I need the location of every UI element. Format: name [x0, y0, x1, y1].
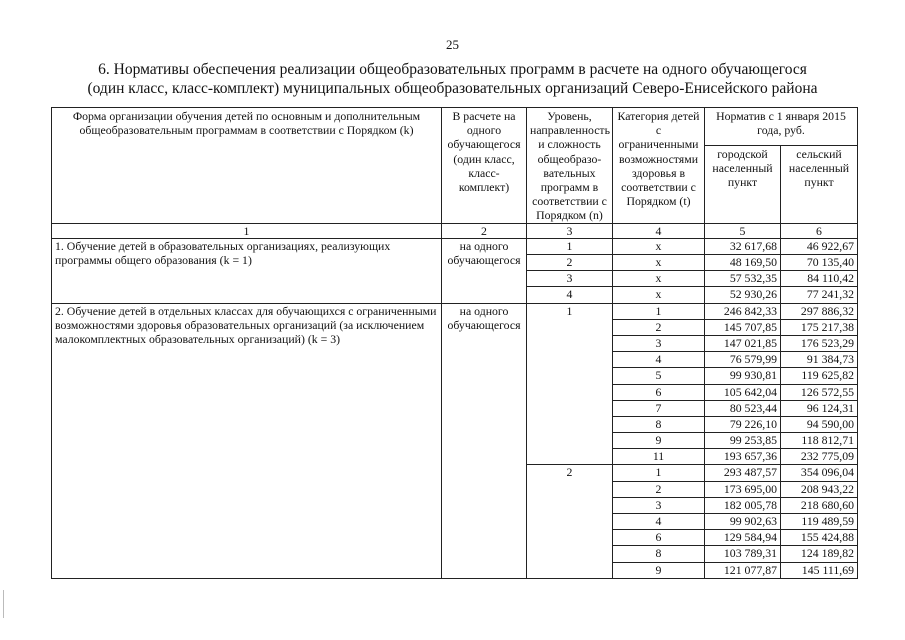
category-cell: 8 [613, 546, 705, 562]
rural-value-cell: 354 096,04 [781, 465, 858, 481]
category-cell: 2 [613, 319, 705, 335]
column-number-row [52, 223, 858, 238]
header-rural: сельский населенный пункт [781, 145, 858, 223]
basis-cell: на одного обучающегося [442, 238, 527, 303]
rural-value-cell: 297 886,32 [781, 303, 858, 319]
category-cell: 3 [613, 497, 705, 513]
col-number: 6 [781, 223, 858, 238]
col-number: 3 [527, 223, 613, 238]
level-cell: 1 [527, 303, 613, 465]
col-number: 5 [705, 223, 781, 238]
table-row [52, 238, 858, 254]
rural-value-cell: 155 424,88 [781, 530, 858, 546]
urban-value-cell: 105 642,04 [705, 384, 781, 400]
urban-value-cell: 76 579,99 [705, 352, 781, 368]
header-basis: В расчете на одного обучающегося (один класс, класс-комплект) [442, 108, 527, 224]
level-cell: 4 [527, 287, 613, 303]
urban-value-cell: 79 226,10 [705, 416, 781, 432]
page-number: 25 [446, 37, 459, 52]
category-cell: 5 [613, 368, 705, 384]
category-cell: x [613, 255, 705, 271]
form-cell: 1. Обучение детей в образовательных организациях, реализующих программы общего образования (k = 1) [52, 238, 442, 303]
category-cell: 8 [613, 416, 705, 432]
urban-value-cell: 99 902,63 [705, 514, 781, 530]
urban-value-cell: 103 789,31 [705, 546, 781, 562]
rural-value-cell: 175 217,38 [781, 319, 858, 335]
rural-value-cell: 232 775,09 [781, 449, 858, 465]
urban-value-cell: 129 584,94 [705, 530, 781, 546]
urban-value-cell: 193 657,36 [705, 449, 781, 465]
category-cell: 4 [613, 514, 705, 530]
urban-value-cell: 173 695,00 [705, 481, 781, 497]
urban-value-cell: 246 842,33 [705, 303, 781, 319]
category-cell: 11 [613, 449, 705, 465]
title-line-2: (один класс, класс-комплект) муниципальных общеобразовательных организаций Северо-Енисейского района [87, 80, 818, 97]
category-cell: 9 [613, 562, 705, 578]
level-cell: 1 [527, 238, 613, 254]
col-number: 2 [442, 223, 527, 238]
urban-value-cell: 32 617,68 [705, 238, 781, 254]
header-row [52, 108, 858, 146]
table-row [52, 303, 858, 319]
category-cell: x [613, 238, 705, 254]
urban-value-cell: 99 253,85 [705, 433, 781, 449]
urban-value-cell: 57 532,35 [705, 271, 781, 287]
header-level: Уровень, направленность и сложность общеобразо-вательных программ в соответствии с Порядком (n) [527, 108, 613, 224]
header-urban: городской населенный пункт [705, 145, 781, 223]
rural-value-cell: 218 680,60 [781, 497, 858, 513]
rural-value-cell: 91 384,73 [781, 352, 858, 368]
category-cell: 7 [613, 400, 705, 416]
urban-value-cell: 182 005,78 [705, 497, 781, 513]
form-cell: 2. Обучение детей в отдельных классах для обучающихся с ограниченными возможностями здоровья образовательных организаций (за исключением малокомплектных образовательных организаций) (k = 3) [52, 303, 442, 578]
category-cell: x [613, 271, 705, 287]
category-cell: 1 [613, 465, 705, 481]
urban-value-cell: 147 021,85 [705, 335, 781, 351]
category-cell: 1 [613, 303, 705, 319]
urban-value-cell: 48 169,50 [705, 255, 781, 271]
category-cell: 3 [613, 335, 705, 351]
document-title [60, 60, 845, 98]
rural-value-cell: 119 489,59 [781, 514, 858, 530]
urban-value-cell: 80 523,44 [705, 400, 781, 416]
category-cell: 4 [613, 352, 705, 368]
rural-value-cell: 176 523,29 [781, 335, 858, 351]
urban-value-cell: 52 930,26 [705, 287, 781, 303]
rural-value-cell: 94 590,00 [781, 416, 858, 432]
basis-cell: на одного обучающегося [442, 303, 527, 578]
rural-value-cell: 46 922,67 [781, 238, 858, 254]
rural-value-cell: 84 110,42 [781, 271, 858, 287]
rural-value-cell: 118 812,71 [781, 433, 858, 449]
rural-value-cell: 96 124,31 [781, 400, 858, 416]
header-normative: Норматив с 1 января 2015 года, руб. [705, 108, 858, 146]
rural-value-cell: 77 241,32 [781, 287, 858, 303]
normative-table [51, 107, 858, 579]
rural-value-cell: 124 189,82 [781, 546, 858, 562]
rural-value-cell: 119 625,82 [781, 368, 858, 384]
rural-value-cell: 70 135,40 [781, 255, 858, 271]
urban-value-cell: 99 930,81 [705, 368, 781, 384]
col-number: 1 [52, 223, 442, 238]
category-cell: x [613, 287, 705, 303]
urban-value-cell: 145 707,85 [705, 319, 781, 335]
level-cell: 2 [527, 255, 613, 271]
rural-value-cell: 208 943,22 [781, 481, 858, 497]
level-cell: 3 [527, 271, 613, 287]
category-cell: 2 [613, 481, 705, 497]
category-cell: 6 [613, 530, 705, 546]
urban-value-cell: 121 077,87 [705, 562, 781, 578]
level-cell: 2 [527, 465, 613, 578]
category-cell: 9 [613, 433, 705, 449]
category-cell: 6 [613, 384, 705, 400]
rural-value-cell: 126 572,55 [781, 384, 858, 400]
header-category: Категория детей с ограниченными возможностями здоровья в соответствии с Порядком (t) [613, 108, 705, 224]
rural-value-cell: 145 111,69 [781, 562, 858, 578]
col-number: 4 [613, 223, 705, 238]
header-form: Форма организации обучения детей по основным и дополнительным общеобразовательным программам в соответствии с Порядком (k) [52, 108, 442, 224]
urban-value-cell: 293 487,57 [705, 465, 781, 481]
scan-edge-mark [3, 590, 4, 618]
title-line-1: 6. Нормативы обеспечения реализации общеобразовательных программ в расчете на одного обучающегося [98, 61, 807, 78]
